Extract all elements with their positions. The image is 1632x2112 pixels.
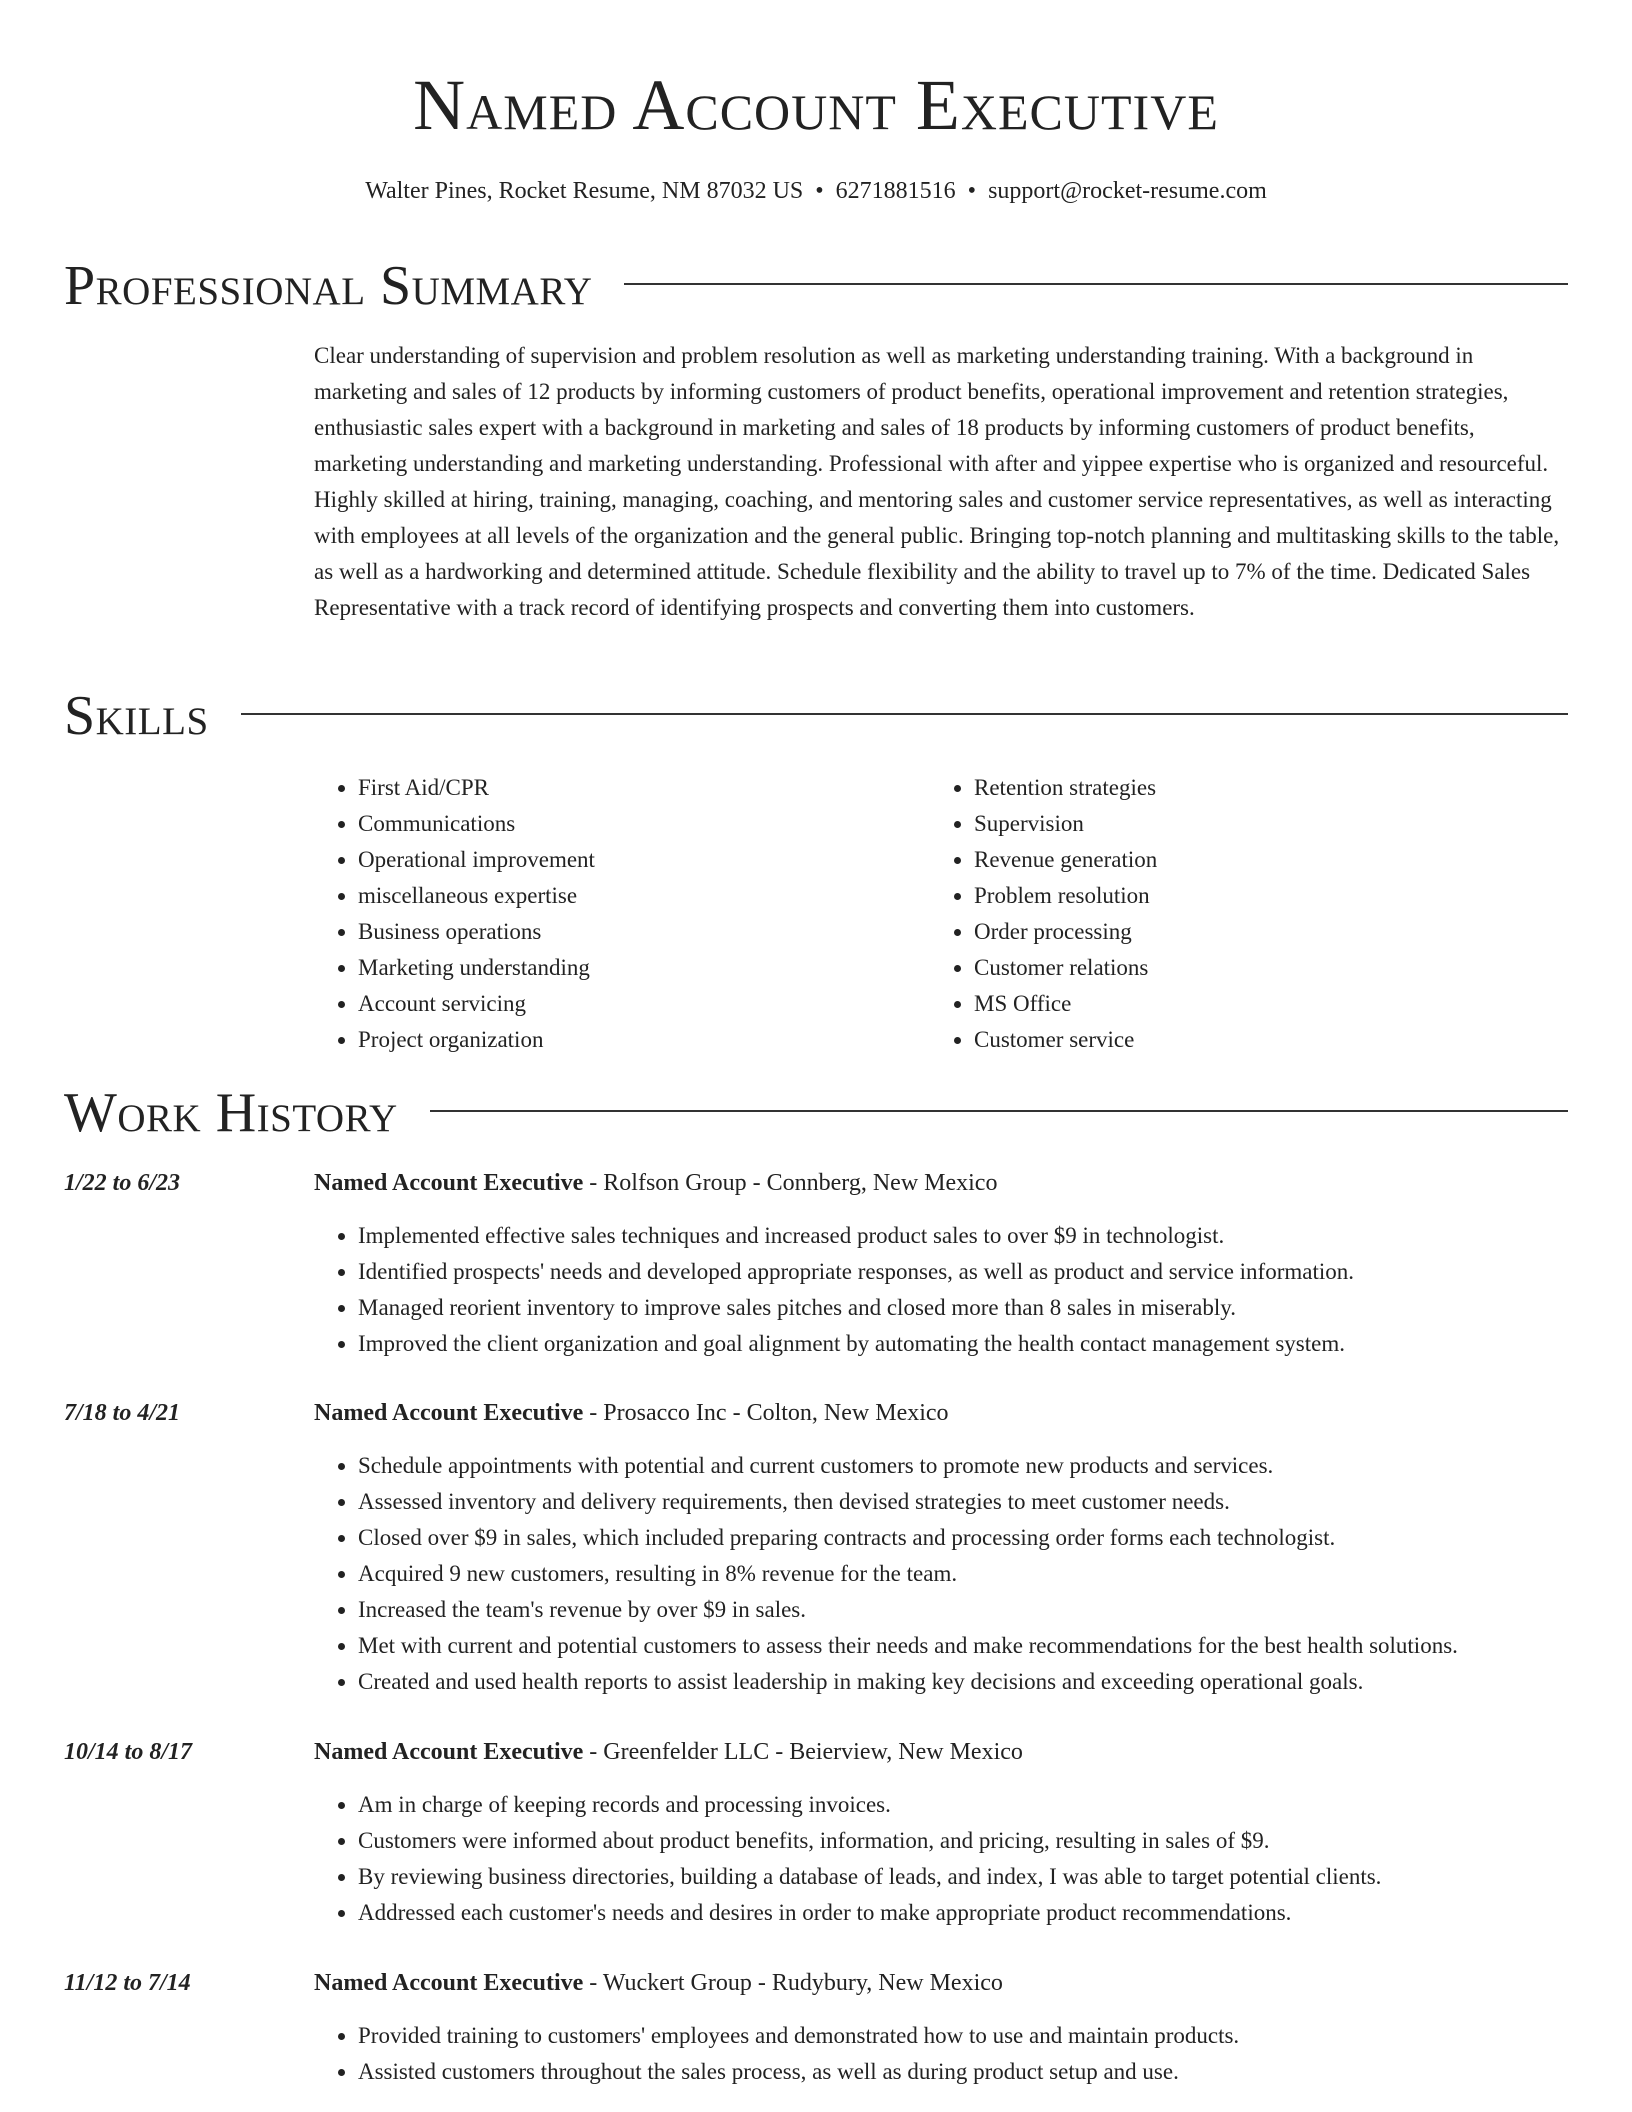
job-dates: 1/22 to 6/23 <box>64 1170 181 1196</box>
contact-phone: 6271881516 <box>835 178 956 204</box>
skill-item: • Marketing understanding <box>358 950 930 986</box>
job-title: Named Account Executive <box>314 1170 584 1196</box>
job-bullet: • Identified prospects' needs and developed appropriate responses, as well as product and service information. <box>358 1254 1570 1290</box>
skill-item: • MS Office <box>974 986 1546 1022</box>
contact-separator: • <box>815 178 824 204</box>
job-bullet: • Met with current and potential customers to assess their needs and make recommendations for the best health solutions. <box>358 1628 1570 1664</box>
job-bullet: • Provided training to customers' employees and demonstrated how to use and maintain products. <box>358 2018 1570 2054</box>
job-heading <box>314 1396 949 1430</box>
job-company-location: - Prosacco Inc - Colton, New Mexico <box>583 1400 949 1426</box>
job-bullet: • Implemented effective sales techniques and increased product sales to over $9 in technologist. <box>358 1218 1570 1254</box>
job-bullet: • Assessed inventory and delivery requirements, then devised strategies to meet customer needs. <box>358 1484 1570 1520</box>
job-bullet: • Increased the team's revenue by over $9 in sales. <box>358 1592 1570 1628</box>
job-bullet: • Managed reorient inventory to improve sales pitches and closed more than 8 sales in miserably. <box>358 1290 1570 1326</box>
skill-item: • Customer service <box>974 1022 1546 1058</box>
section-divider <box>430 1110 1568 1112</box>
skill-item: • Customer relations <box>974 950 1546 986</box>
job-bullets <box>314 1218 1570 1362</box>
skill-item: • Operational improvement <box>358 842 930 878</box>
job-bullet: • Closed over $9 in sales, which included preparing contracts and processing order forms each technologist. <box>358 1520 1570 1556</box>
job-bullet: • By reviewing business directories, building a database of leads, and index, I was able to target potential clients. <box>358 1859 1570 1895</box>
skill-item: • Project organization <box>358 1022 930 1058</box>
summary-heading: Professional Summary <box>64 255 593 317</box>
skills-list <box>314 770 1570 1058</box>
job-bullet: • Customers were informed about product benefits, information, and pricing, resulting in sales of $9. <box>358 1823 1570 1859</box>
skill-item: • Supervision <box>974 806 1546 842</box>
job-company-location: - Greenfelder LLC - Beierview, New Mexico <box>583 1739 1023 1765</box>
section-divider <box>241 713 1568 715</box>
job-bullet: • Schedule appointments with potential and current customers to promote new products and services. <box>358 1448 1570 1484</box>
job-bullet: • Created and used health reports to assist leadership in making key decisions and exceeding operational goals. <box>358 1664 1570 1700</box>
job-bullet: • Addressed each customer's needs and desires in order to make appropriate product recommendations. <box>358 1895 1570 1931</box>
summary-section-header <box>64 256 1568 316</box>
skills-column-right <box>930 770 1546 1058</box>
job-company-location: - Rolfson Group - Connberg, New Mexico <box>583 1170 998 1196</box>
contact-email: support@rocket-resume.com <box>988 178 1267 204</box>
job-dates: 11/12 to 7/14 <box>64 1970 191 1996</box>
contact-separator: • <box>967 178 977 204</box>
skill-item: • miscellaneous expertise <box>358 878 930 914</box>
job-title: Named Account Executive <box>314 1400 584 1426</box>
skill-item: • Account servicing <box>358 986 930 1022</box>
job-heading <box>314 1966 1003 2000</box>
job-dates: 10/14 to 8/17 <box>64 1739 193 1765</box>
contact-line <box>0 175 1632 207</box>
skill-item: • Communications <box>358 806 930 842</box>
job-dates: 7/18 to 4/21 <box>64 1400 181 1426</box>
job-bullets <box>314 1448 1570 1700</box>
skill-item: • Order processing <box>974 914 1546 950</box>
skill-item: • First Aid/CPR <box>358 770 930 806</box>
work-history-heading: Work History <box>64 1082 398 1144</box>
job-company-location: - Wuckert Group - Rudybury, New Mexico <box>583 1970 1003 1996</box>
skills-section-header <box>64 686 1568 746</box>
job-bullet: • Am in charge of keeping records and processing invoices. <box>358 1787 1570 1823</box>
contact-address: Walter Pines, Rocket Resume, NM 87032 US <box>365 178 804 204</box>
skills-column-left <box>314 770 930 1058</box>
skill-item: • Problem resolution <box>974 878 1546 914</box>
work-history-section-header <box>64 1083 1568 1143</box>
job-bullet: • Assisted customers throughout the sales process, as well as during product setup and use. <box>358 2054 1570 2090</box>
job-title: Named Account Executive <box>314 1739 584 1765</box>
summary-text: Clear understanding of supervision and problem resolution as well as marketing understanding training. With a background in marketing and sales of 12 products by informing customers of product benefits, operational improvement and retention strategies, enthusiastic sales expert with a background in marketing and sales of 18 products by informing customers of product benefits, marketing understanding and marketing understanding. Professional with after and yippee expertise who is organized and resourceful. Highly skilled at hiring, training, managing, coaching, and mentoring sales and customer service representatives, as well as interacting with employees at all levels of the organization and the general public. Bringing top-notch planning and multitasking skills to the table, as well as a hardworking and determined attitude. Schedule flexibility and the ability to travel up to 7% of the time. Dedicated Sales Representative with a track record of identifying prospects and converting them into customers. <box>314 343 1560 620</box>
job-bullets <box>314 1787 1570 1931</box>
job-bullet: • Improved the client organization and goal alignment by automating the health contact management system. <box>358 1326 1570 1362</box>
job-title: Named Account Executive <box>314 1970 584 1996</box>
skills-heading: Skills <box>64 685 209 747</box>
job-bullet: • Acquired 9 new customers, resulting in 8% revenue for the team. <box>358 1556 1570 1592</box>
resume-title: Named Account Executive <box>413 65 1219 145</box>
section-divider <box>624 283 1568 285</box>
job-bullets <box>314 2018 1570 2090</box>
skill-item: • Retention strategies <box>974 770 1546 806</box>
skill-item: • Business operations <box>358 914 930 950</box>
job-heading <box>314 1166 997 1200</box>
job-heading <box>314 1735 1023 1769</box>
skill-item: • Revenue generation <box>974 842 1546 878</box>
